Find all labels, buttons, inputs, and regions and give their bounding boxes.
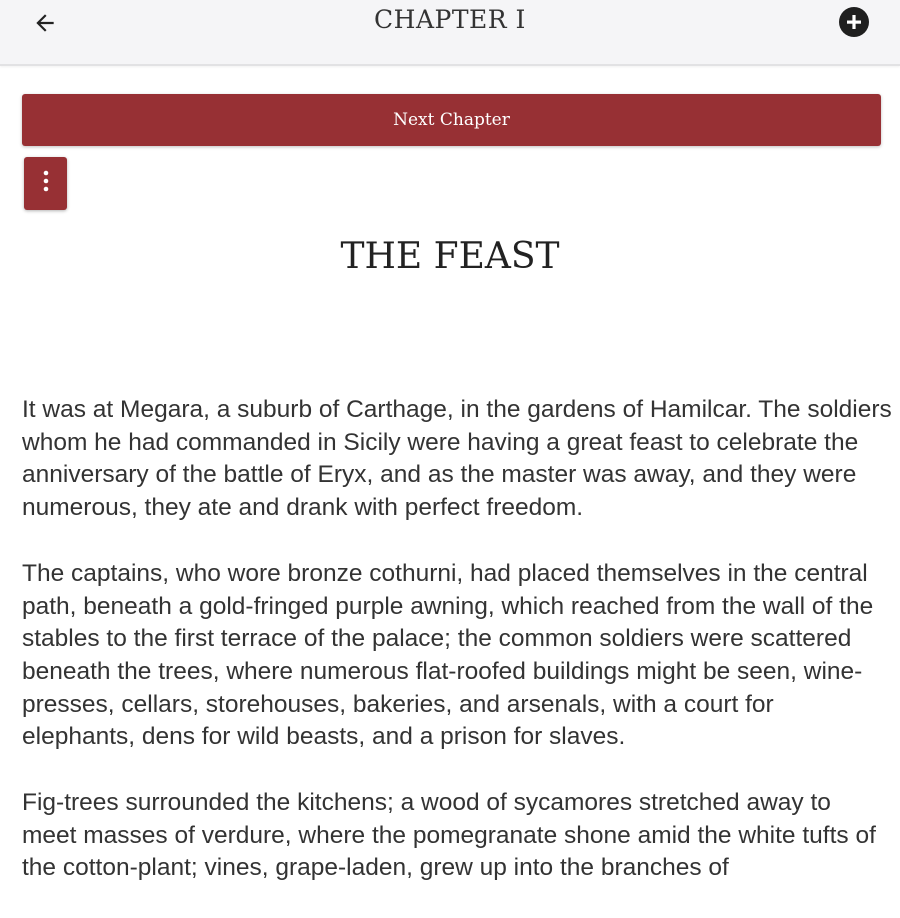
more-vertical-icon (42, 169, 50, 198)
paragraph: The captains, who wore bronze cothurni, had placed themselves in the central path, beneath a gold-fringed purple awning, which reached from the wall of the stables to the first terrace of the palace; the common soldiers were scattered beneath the trees, where numerous flat-roofed buildings might be seen, wine-presses, cellars, storehouses, bakeries, and arsenals, with a court for elephants, dens for wild beasts, and a prison for slaves. (22, 559, 874, 751)
paragraph: It was at Megara, a suburb of Carthage, in the gardens of Hamilcar. The soldiers whom he had commanded in Sicily were having a great feast to celebrate the anniversary of the battle of Eryx, and as the master was away, and they were numerous, they ate and drank with perfect freedom. (22, 396, 892, 522)
page-title: CHAPTER I (374, 5, 526, 34)
app-bar (0, 0, 900, 66)
chapter-content (22, 394, 892, 918)
next-chapter-button[interactable]: Next Chapter (22, 94, 881, 146)
more-options-button[interactable] (24, 157, 67, 210)
add-button[interactable] (838, 8, 870, 40)
plus-circle-icon (838, 6, 870, 43)
paragraph: Fig-trees surrounded the kitchens; a wood of sycamores stretched away to meet masses of verdure, where the pomegranate shone amid the white tufts of the cotton-plant; vines, grape-laden, grew up into the branches of (22, 789, 876, 882)
chapter-heading: THE FEAST (340, 236, 560, 277)
